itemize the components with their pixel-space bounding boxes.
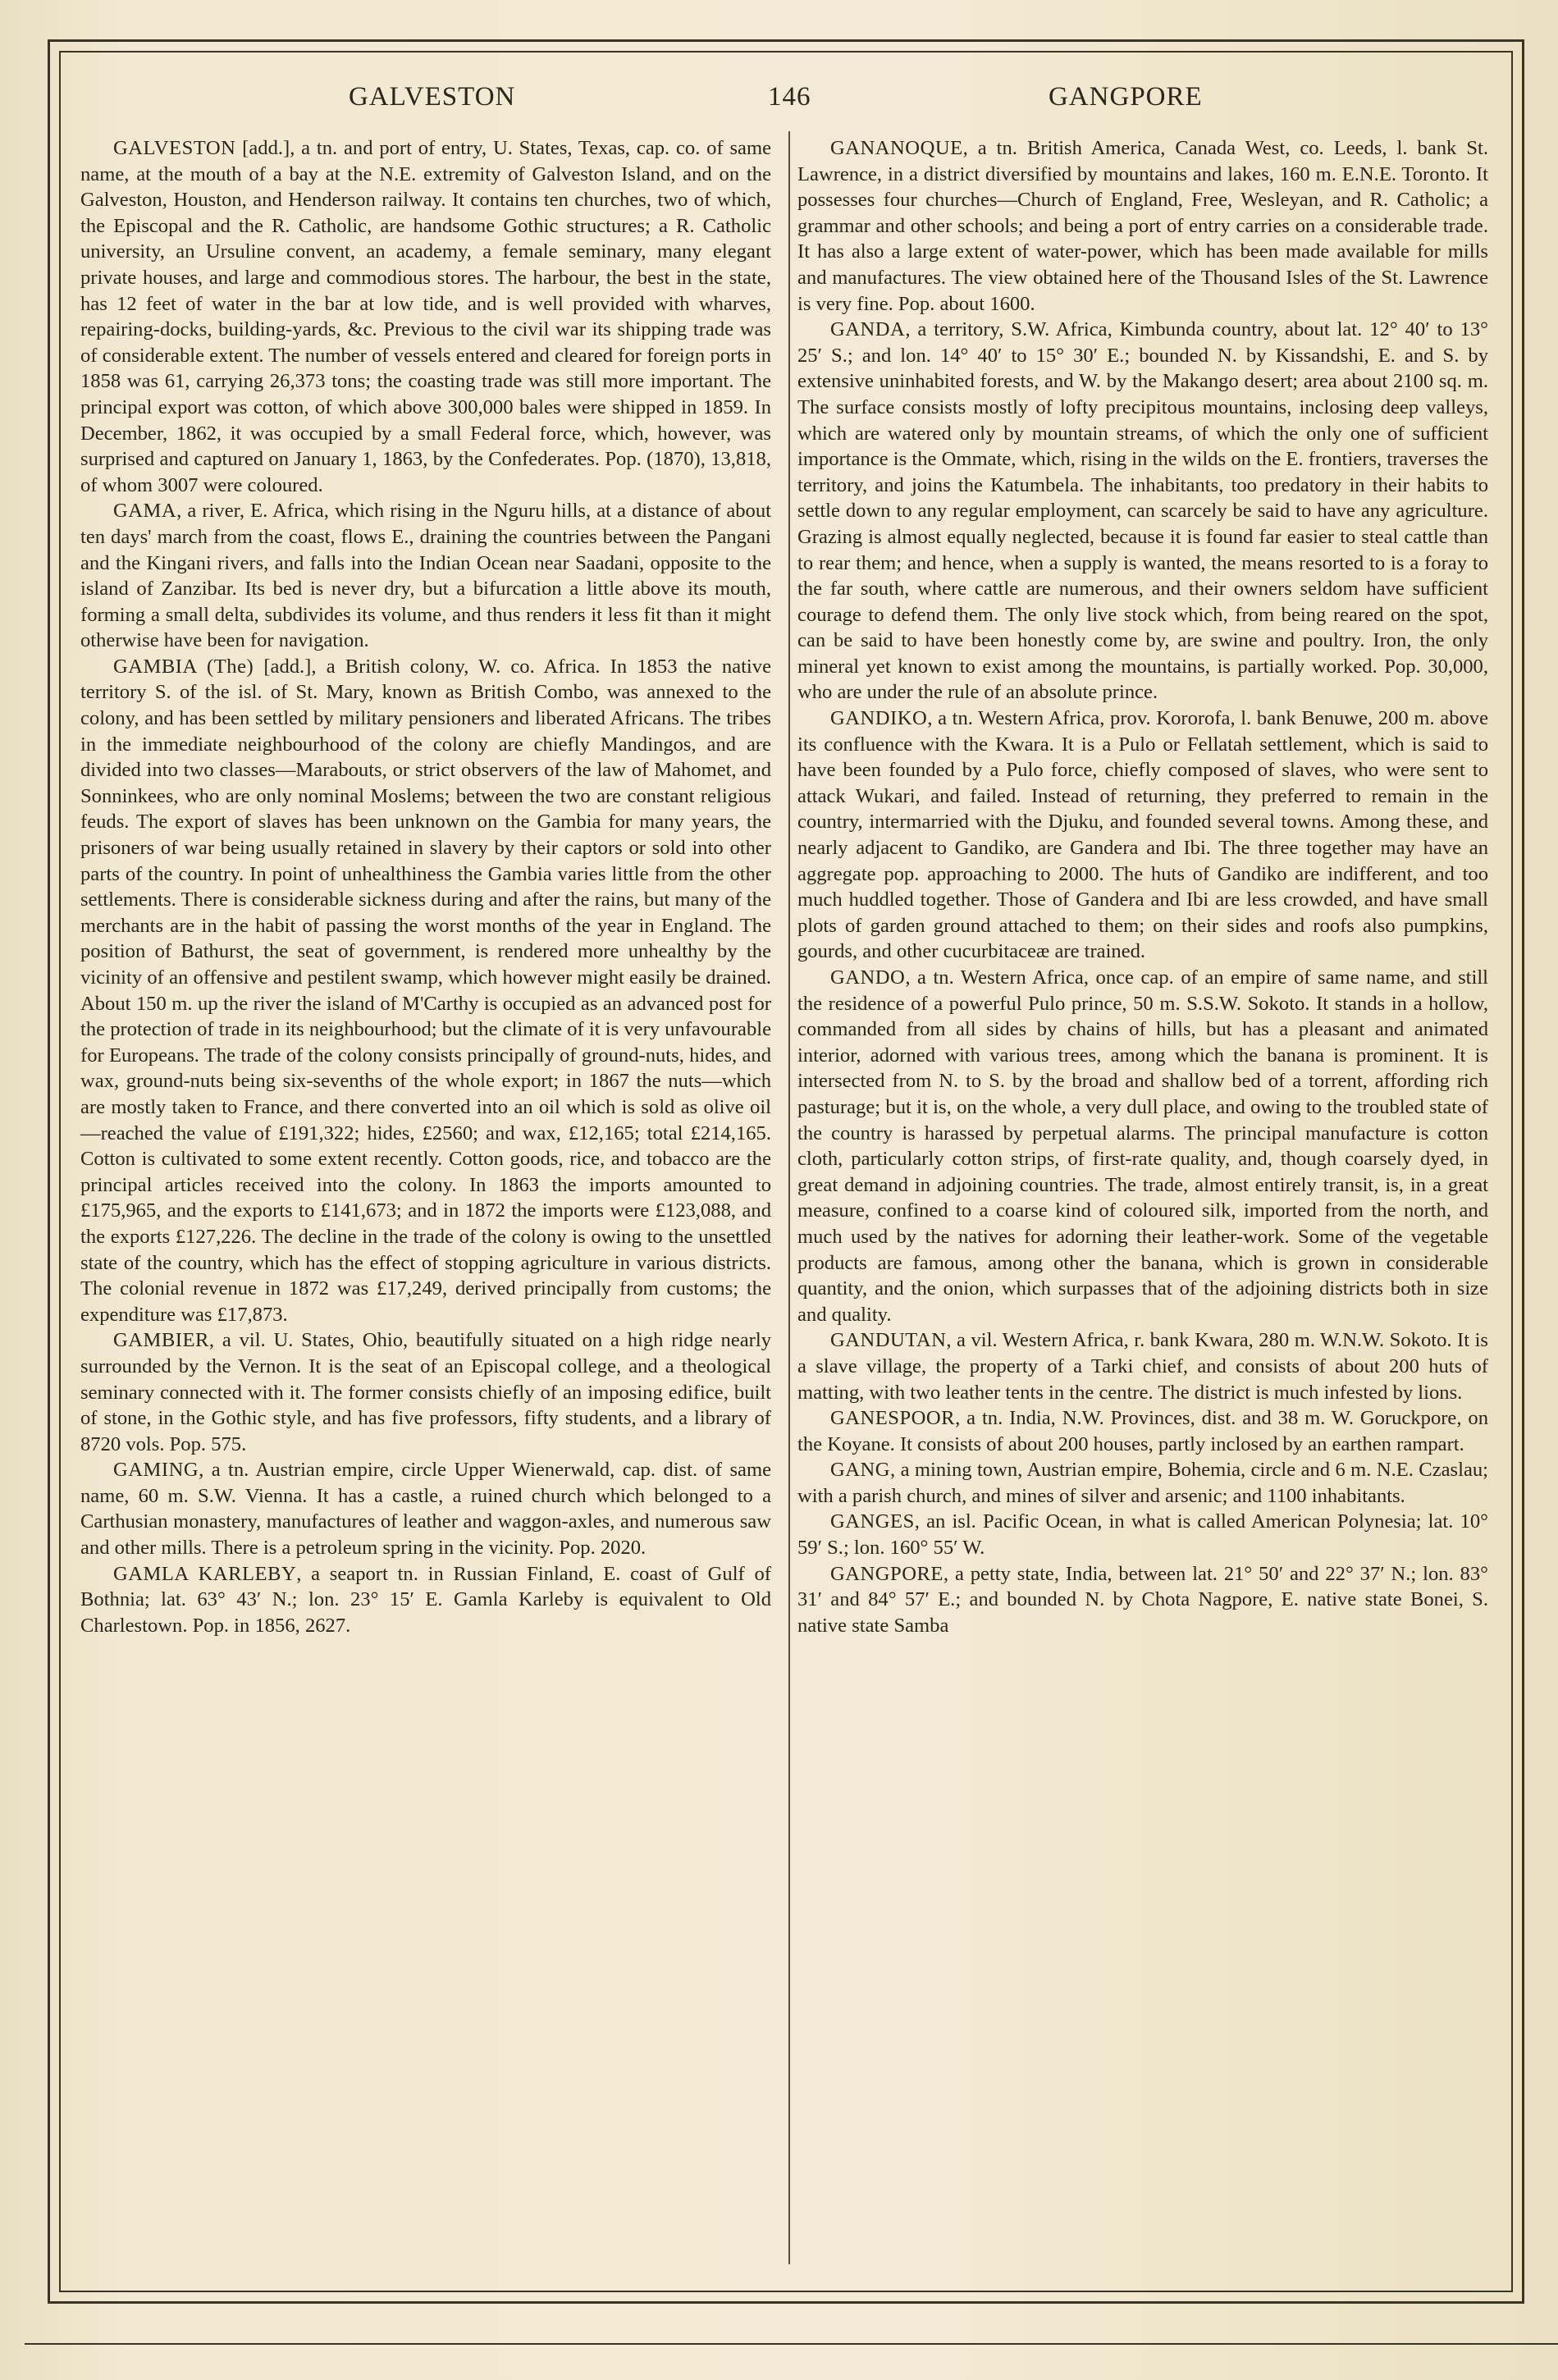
entry-headword: GANDUTAN bbox=[830, 1329, 947, 1352]
header-left-guide-word: GALVESTON bbox=[349, 82, 516, 112]
column-divider bbox=[788, 131, 790, 2264]
entry-headword: GAMLA KARLEBY bbox=[113, 1562, 297, 1585]
entry-text: , a tn. Western Africa, prov. Kororofa, l. bank Benuwe, 200 m. above its confluence with the Kwara. It is a Pulo or Fellatah settlement, which is said to have been founded by a Pulo force, chiefly composed of slaves, who were sent to attack Wukari, and failed. Instead of returning, they preferred to remain in the country, intermarried with the Djuku, and founded several towns. Among these, and nearly adjacent to Gandiko, are Gandera and Ibi. The three together may have an aggregate pop. approaching to 2000. The huts of Gandiko are indifferent, and too much huddled together. Those of Gandera and Ibi are less crowded, and have small plots of garden ground attached to them; on their sides and roofs also pumpkins, gourds, and other cucurbitaceæ are trained. bbox=[797, 707, 1488, 963]
entry-headword: GANANOQUE bbox=[830, 137, 963, 159]
entry-gandutan bbox=[797, 1327, 1488, 1405]
entry-gama bbox=[80, 498, 771, 654]
entry-headword: GAMBIA (The) bbox=[113, 655, 254, 678]
entry-gangpore bbox=[797, 1561, 1488, 1639]
entry-headword: GANGES bbox=[830, 1510, 915, 1533]
entry-text: , a tn. Austrian empire, circle Upper Wienerwald, cap. dist. of same name, 60 m. S.W. Vienna. It has a castle, a ruined church which belonged to a Carthusian monastery, manufactures of leather and waggon-axles, and numerous saw and other mills. There is a petroleum spring in the vicinity. Pop. 2020. bbox=[80, 1459, 771, 1560]
entry-text: , a mining town, Austrian empire, Bohemia, circle and 6 m. N.E. Czaslau; with a parish church, and mines of silver and arsenic; and 1100 inhabitants. bbox=[797, 1459, 1488, 1507]
entry-ganespoor bbox=[797, 1405, 1488, 1457]
entry-headword: GANDIKO bbox=[830, 707, 928, 730]
entry-gaming bbox=[80, 1457, 771, 1560]
entry-ganges bbox=[797, 1509, 1488, 1560]
entry-text: , a petty state, India, between lat. 21° 50′ and 22° 37′ N.; lon. 83° 31′ and 84° 57′ E.; and bounded N. by Chota Nagpore, E. native state Bonei, S. native state Samba bbox=[797, 1562, 1488, 1637]
entry-gambia bbox=[80, 654, 771, 1327]
entry-text: , a territory, S.W. Africa, Kimbunda country, about lat. 12° 40′ to 13° 25′ S.; and lon. 14° 40′ to 15° 30′ E.; bounded N. by Kissandshi, E. and S. by extensive uninhabited forests, and W. by the Makango desert; area about 2100 sq. m. The surface consists mostly of lofty precipitous mountains, inclosing deep valleys, which are watered only by mountain streams, of which the only one of sufficient importance is the Ommate, which, rising in the wilds on the E. frontiers, traverses the territory, and joins the Katumbela. The inhabitants, too predatory in their habits to settle down to any regular employment, can scarcely be said to have any agriculture. Grazing is almost equally neglected, because it is found far easier to steal cattle than to rear them; and hence, when a supply is wanted, the means resorted to is a foray to the far south, where cattle are numerous, and their owners seldom have sufficient courage to defend them. The only live stock which, from being reared on the spot, can be said to have been honestly come by, are swine and poultry. Iron, the only mineral yet known to exist among the mountains, is partially worked. Pop. 30,000, who are under the rule of an absolute prince. bbox=[797, 318, 1488, 704]
entry-text: , an isl. Pacific Ocean, in what is called American Polynesia; lat. 10° 59′ S.; lon. 160° 55′ W. bbox=[797, 1510, 1488, 1560]
entry-text: , a tn. India, N.W. Provinces, dist. and 38 m. W. Goruckpore, on the Koyane. It consists of about 200 houses, partly inclosed by an earthen rampart. bbox=[797, 1407, 1488, 1455]
entry-gananoque bbox=[797, 135, 1488, 317]
entry-gandiko bbox=[797, 706, 1488, 965]
entry-headword: GAMBIER bbox=[113, 1329, 209, 1352]
entry-text: , a tn. Western Africa, once cap. of an empire of same name, and still the residence of a powerful Pulo prince, 50 m. S.S.W. Sokoto. It stands in a hollow, commanded from all sides by chains of hills, but has a pleasant and animated interior, adorned with various trees, among which the banana is prominent. It is intersected from N. to S. by the broad and shallow bed of a torrent, affording rich pasturage; but it is, on the whole, a very dull place, and owing to the troubled state of the country is harassed by perpetual alarms. The principal manufacture is cotton cloth, particularly cotton strips, of first-rate quality, and, though coarsely dyed, in great demand in adjoining countries. The trade, almost entirely transit, is, in a great measure, confined to a coarse kind of coloured silk, imported from the north, and much used by the natives for adorning their leather-work. Some of the vegetable products are famous, among other the banana, which is grown in considerable quantity, and the onion, which surpasses that of the adjoining districts both in size and quality. bbox=[797, 966, 1488, 1326]
entry-headword: GANGPORE bbox=[830, 1562, 943, 1585]
entry-headword: GANDA bbox=[830, 318, 906, 341]
entry-gando bbox=[797, 965, 1488, 1327]
entry-headword: GANDO bbox=[830, 966, 906, 989]
entry-headword: GAMING bbox=[113, 1459, 199, 1482]
entry-headword: GANESPOOR bbox=[830, 1407, 956, 1430]
entry-text: , a vil. Western Africa, r. bank Kwara, 280 m. W.N.W. Sokoto. It is a slave village, the property of a Tarki chief, and consists of about 200 huts of matting, with two leather tents in the centre. The district is much infested by lions. bbox=[797, 1329, 1488, 1404]
entry-gamla-karleby bbox=[80, 1561, 771, 1639]
bottom-rule bbox=[25, 2343, 1558, 2345]
page-number: 146 bbox=[768, 82, 811, 112]
entry-gambier bbox=[80, 1327, 771, 1457]
right-column bbox=[797, 135, 1488, 1638]
entry-text: [add.], a British colony, W. co. Africa. In 1853 the native territory S. of the isl. of St. Mary, known as British Combo, was annexed to the colony, and has been settled by military pensioners and liberated Africans. The tribes in the immediate neighbourhood of the colony are chiefly Mandingos, and are divided into two classes—Marabouts, or strict observers of the law of Mahomet, and Sonninkees, who are only nominal Moslems; between the two are constant religious feuds. The export of slaves has been unknown on the Gambia for many years, the prisoners of war being usually retained in slavery by their captors or sold into other parts of the country. In point of unhealthiness the Gambia varies little from the other settlements. There is considerable sickness during and after the rains, but many of the merchants are in the habit of passing the worst months of the year in England. The position of Bathurst, the seat of government, is rendered more unhealthy by the vicinity of an offensive and pestilent swamp, which however might easily be drained. About 150 m. up the river the island of M'Carthy is occupied as an advanced post for the protection of trade in its neighbourhood; but the climate of it is very unfavourable for Europeans. The trade of the colony consists principally of ground-nuts, hides, and wax, ground-nuts being six-sevenths of the whole export; in 1867 the nuts—which are mostly taken to France, and there converted into an oil which is sold as olive oil—reached the value of £191,322; hides, £2560; and wax, £12,165; total £214,165. Cotton is cultivated to some extent recently. Cotton goods, rice, and tobacco are the principal articles received into the colony. In 1863 the imports amounted to £175,965, and the exports to £141,673; and in 1872 the imports were £123,088, and the exports £127,226. The decline in the trade of the colony is owing to the unsettled state of the country, which has the effect of stopping agriculture in various districts. The colonial revenue in 1872 was £17,249, derived principally from customs; the expenditure was £17,873. bbox=[80, 655, 771, 1326]
entry-text: , a vil. U. States, Ohio, beautifully situated on a high ridge nearly surrounded by the Vernon. It is the seat of an Episcopal college, and a theological seminary connected with it. The former consists chiefly of an imposing edifice, built of stone, in the Gothic style, and has five professors, fifty students, and a library of 8720 vols. Pop. 575. bbox=[80, 1329, 771, 1455]
entry-text: , a seaport tn. in Russian Finland, E. coast of Gulf of Bothnia; lat. 63° 43′ N.; lon. 23° 15′ E. Gamla Karleby is equivalent to Old Charlestown. Pop. in 1856, 2627. bbox=[80, 1562, 771, 1637]
entry-text: [add.], a tn. and port of entry, U. States, Texas, cap. co. of same name, at the mouth of a bay at the N.E. extremity of Galveston Island, and on the Galveston, Houston, and Henderson railway. It contains ten churches, two of which, the Episcopal and the R. Catholic, are handsome Gothic structures; a R. Catholic university, an Ursuline convent, an academy, a female seminary, many elegant private houses, and large and commodious stores. The harbour, the best in the state, has 12 feet of water in the bar at low tide, and is well provided with wharves, repairing-docks, building-yards, &c. Previous to the civil war its shipping trade was of considerable extent. The number of vessels entered and cleared for foreign ports in 1858 was 61, carrying 26,373 tons; the coasting trade was still more important. The principal export was cotton, of which above 300,000 bales were shipped in 1859. In December, 1862, it was occupied by a small Federal force, which, however, was surprised and captured on January 1, 1863, by the Confederates. Pop. (1870), 13,818, of whom 3007 were coloured. bbox=[80, 137, 771, 496]
entry-headword: GANG bbox=[830, 1459, 891, 1482]
left-column bbox=[80, 135, 771, 1638]
entry-headword: GALVESTON bbox=[113, 137, 236, 159]
entry-gang bbox=[797, 1457, 1488, 1509]
running-header bbox=[66, 75, 1505, 125]
entry-galveston bbox=[80, 135, 771, 498]
entry-ganda bbox=[797, 317, 1488, 706]
entry-text: , a tn. British America, Canada West, co. Leeds, l. bank St. Lawrence, in a district diversified by mountains and lakes, 160 m. E.N.E. Toronto. It possesses four churches—Church of England, Free, Wesleyan, and R. Catholic; a grammar and other schools; and being a port of entry carries on a considerable trade. It has also a large extent of water-power, which has been made available for mills and manufactures. The view obtained here of the Thousand Isles of the St. Lawrence is very fine. Pop. about 1600. bbox=[797, 137, 1488, 315]
entry-headword: GAMA bbox=[113, 500, 177, 523]
header-right-guide-word: GANGPORE bbox=[1049, 82, 1203, 112]
entry-text: , a river, E. Africa, which rising in the Nguru hills, at a distance of about ten days' march from the coast, flows E., draining the countries between the Pangani and the Kingani rivers, and falls into the Indian Ocean near Saadani, opposite to the island of Zanzibar. Its bed is never dry, but a bifurcation a little above its mouth, forming a small delta, subdivides its volume, and thus renders it less fit than it might otherwise have been for navigation. bbox=[80, 500, 771, 652]
